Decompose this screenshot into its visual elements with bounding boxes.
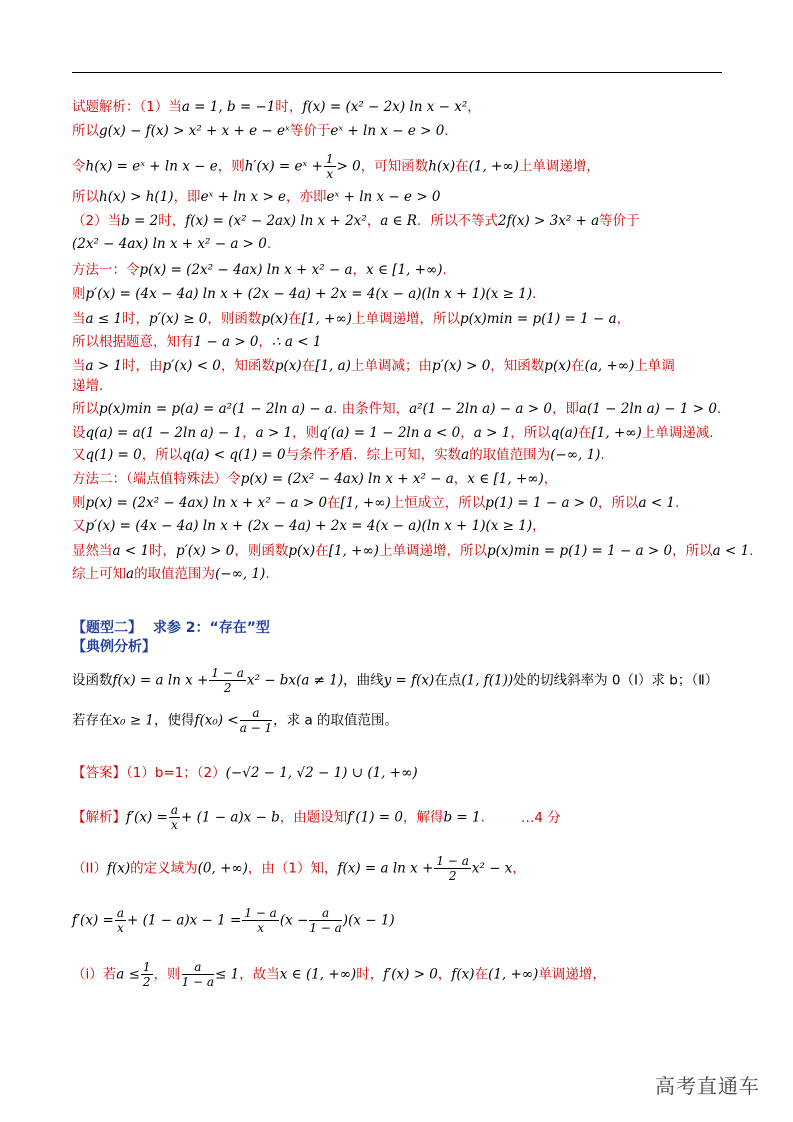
math: a ≤ 1 [85, 311, 123, 327]
math: 2f(x) > 3x² + a [497, 213, 600, 229]
math: p(x) = (2x² − 4ax) ln x + x² − a > 0 [85, 495, 328, 511]
text: 试题解析：（1）当 [72, 99, 182, 115]
text: 时， [275, 99, 303, 115]
analysis-line-3 [72, 906, 395, 935]
text: . [480, 809, 485, 826]
fraction [169, 803, 180, 832]
math: (1, +∞) [488, 966, 539, 983]
denominator: x [326, 167, 334, 181]
text: 上单调 [634, 358, 675, 374]
math: (−∞, 1) [215, 566, 266, 582]
math: b = 2 [121, 213, 159, 229]
section-tag: 【题型二】 [72, 620, 142, 636]
section-title: 求参 2：“存在”型 [152, 620, 270, 636]
math: p′(x) ≥ 0 [149, 311, 208, 327]
math: a ∈ R [380, 213, 417, 229]
solution-line-11 [72, 357, 675, 375]
fraction [115, 906, 126, 935]
fraction [324, 152, 336, 181]
math: + (1 − a)x − 1 = [126, 912, 242, 929]
text: . [266, 236, 272, 252]
math: p′(x) = (4x − 4a) ln x + (2x − 4a) + 2x = 4(x − a)(ln x + 1)(x ≥ 1) [85, 286, 533, 302]
math: a > 1 [255, 425, 293, 441]
text: . [675, 495, 680, 511]
text: 设 [72, 425, 86, 441]
math: [1, +∞) [328, 543, 379, 559]
math: p(x) [274, 358, 302, 374]
math: p′(x) > 0 [431, 358, 491, 374]
text: ，则 [153, 966, 181, 983]
math: x² − bx(a ≠ 1) [246, 672, 344, 689]
text: ， [460, 425, 474, 441]
denominator: 2 [142, 975, 151, 989]
text: 又 [72, 518, 86, 534]
math: q(1) = 0 [85, 447, 142, 463]
text: . [265, 566, 270, 582]
math: f′(x) = [126, 809, 168, 826]
solution-line-13 [72, 400, 721, 418]
problem-line-1 [72, 666, 718, 695]
text: 综上可知 [72, 566, 126, 582]
math: p(x)min = p(1) = 1 − a [459, 311, 617, 327]
text: ，则函数 [234, 543, 289, 559]
math: p(x) [261, 311, 289, 327]
text: 时， [158, 213, 186, 229]
numerator: a [309, 906, 341, 921]
analysis-line-2 [72, 854, 526, 883]
text: 上单调减；由 [350, 358, 432, 374]
text: ， [242, 425, 256, 441]
text: ， [352, 262, 367, 278]
math: a < 1 [638, 495, 676, 511]
text: ， [258, 334, 273, 350]
math: h(x) > h(1) [99, 189, 174, 205]
solution-line-4 [72, 188, 441, 206]
text: ，即 [173, 189, 201, 205]
text: 若存在 [72, 712, 113, 729]
numerator: a [116, 906, 124, 920]
header-rule [72, 72, 722, 73]
math: [1, +∞) [301, 311, 352, 327]
math: p(x)min = p(1) = 1 − a > 0 [486, 543, 673, 559]
solution-line-17 [72, 494, 679, 512]
text: 时， [356, 966, 384, 983]
text: ，曲线 [343, 672, 384, 689]
text: . [600, 447, 605, 463]
solution-line-9 [72, 310, 630, 328]
text: （II） [72, 860, 107, 877]
text: 所以根据题意，知有 [72, 334, 194, 350]
text: ， [467, 99, 481, 115]
solution-line-6 [72, 235, 271, 253]
solution-line-19 [72, 542, 753, 560]
text: ，所以 [597, 495, 639, 511]
fraction [242, 906, 278, 935]
text: ， [366, 213, 381, 229]
text: 时， [149, 543, 177, 559]
text: 的取值范围为 [469, 447, 551, 463]
text: 在点 [434, 672, 462, 689]
math: (1, f(1)) [461, 672, 514, 689]
text: 上单调递增， [518, 158, 600, 175]
solution-line-7 [72, 261, 447, 279]
math: q(a) = a(1 − 2ln a) − 1 [85, 425, 243, 441]
numerator: 1 − a [211, 666, 244, 680]
text: ，由题设知 [279, 809, 348, 826]
solution-line-15 [72, 446, 605, 464]
numerator: a [240, 706, 272, 721]
math: a = 1, b = −1 [181, 99, 276, 115]
math: (0, +∞) [197, 860, 248, 877]
math: p(x) = (2x² − 4ax) ln x + x² − a [240, 471, 454, 487]
text: ，使得 [154, 712, 195, 729]
section-subheading [72, 638, 156, 656]
text: 在 [301, 358, 316, 374]
text: ，即 [551, 401, 579, 417]
math: (x − [279, 912, 309, 929]
text: ，所以 [672, 543, 713, 559]
solution-line-12 [72, 377, 103, 395]
text: 的取值范围为 [134, 566, 216, 582]
text: 当 [72, 311, 86, 327]
text: ，则 [217, 158, 245, 175]
math: p′(x) = (4x − 4a) ln x + (2x − 4a) + 2x = 4(x − a)(ln x + 1)(x ≥ 1) [85, 518, 533, 534]
math: 1 − a > 0 [193, 334, 259, 350]
math: h(x) = eˣ + ln x − e [85, 158, 218, 175]
text: 上单调递减. [641, 425, 714, 441]
math: a [126, 566, 135, 582]
text: 显然当 [72, 543, 113, 559]
text: 当 [72, 358, 86, 374]
numerator: a [170, 803, 178, 817]
text: 时，由 [122, 358, 163, 374]
text: 处的切线斜率为 0（Ⅰ）求 b；（Ⅱ） [513, 672, 719, 689]
math: f′(1) = 0 [347, 809, 403, 826]
text: ，故当 [239, 966, 280, 983]
math: [1, a) [315, 358, 351, 374]
solution-line-1 [72, 98, 481, 116]
score-note: …4 分 [520, 809, 561, 826]
math: b = 1 [443, 809, 481, 826]
fraction [141, 960, 153, 989]
math: a [461, 447, 470, 463]
math: a > 1 [473, 425, 511, 441]
math: f(x) = (x² − 2ax) ln x + 2x² [185, 213, 367, 229]
numerator: 1 [325, 152, 334, 166]
text: ，求 a 的取值范围。 [273, 712, 399, 729]
math: p(x)min = p(a) = a²(1 − 2ln a) − a [99, 401, 333, 417]
text: ，所以 [510, 425, 551, 441]
text: 在 [315, 543, 329, 559]
text: . [749, 543, 754, 559]
solution-line-20 [72, 565, 270, 583]
math: x₀ ≥ 1 [112, 712, 155, 729]
solution-line-14 [72, 424, 714, 442]
analysis-line-4 [72, 960, 606, 989]
fraction [209, 666, 245, 695]
math: p(x) [544, 358, 572, 374]
math: y = f(x) [383, 672, 435, 689]
text: 在 [474, 966, 489, 983]
math: g(x) − f(x) > x² + x + e − eˣ [99, 123, 290, 139]
math: p(1) = 1 − a > 0 [485, 495, 598, 511]
text: 的定义域为 [130, 860, 198, 877]
text: ， [616, 311, 631, 327]
math: x ∈ [1, +∞) [467, 471, 544, 487]
math: )(x − 1) [342, 912, 395, 929]
math: q(a) [550, 425, 579, 441]
analysis-line-1 [72, 803, 561, 832]
text: . 由条件知， [332, 401, 410, 417]
math: q′(a) = 1 − 2ln a < 0 [319, 425, 461, 441]
math: p′(x) < 0 [162, 358, 221, 374]
watermark: 高考直通车 [655, 1074, 760, 1098]
text: 在 [288, 311, 302, 327]
numerator: 1 [142, 960, 151, 974]
text: ，知函数 [220, 358, 275, 374]
denominator: x [117, 921, 124, 935]
text: 上单调递增，所以 [378, 543, 487, 559]
denominator: 1 − a [181, 975, 215, 989]
text: 与条件矛盾．综上可知，实数 [285, 447, 462, 463]
text: ，由（1）知， [247, 860, 338, 877]
math: p′(x) > 0 [176, 543, 235, 559]
math: f(x) [106, 860, 131, 877]
solution-line-16 [72, 470, 557, 488]
math: ∴ a < 1 [272, 334, 322, 350]
answer-tag: 【答案】 [72, 765, 126, 781]
text: 单调递增， [538, 966, 606, 983]
analysis-tag: 【解析】 [72, 809, 126, 826]
math: eˣ + ln x > e [200, 189, 287, 205]
text: ，则 [292, 425, 320, 441]
solution-line-18 [72, 517, 546, 535]
text: （1）b=1；（2） [126, 765, 226, 781]
problem-line-2 [72, 706, 398, 735]
math: ≤ 1 [215, 966, 240, 983]
text: ， [543, 471, 558, 487]
solution-line-8 [72, 285, 536, 303]
text: . [716, 401, 722, 417]
math: f′(x) > 0 [383, 966, 438, 983]
text: 所以 [72, 123, 99, 139]
text: 方法一：令 [72, 262, 140, 278]
math: x ∈ [1, +∞) [366, 262, 443, 278]
text: 在 [327, 495, 341, 511]
math: a ≤ [116, 966, 140, 983]
math: > 0 [336, 158, 361, 175]
math: (−∞, 1) [550, 447, 601, 463]
math: f(x) = a ln x + [112, 672, 209, 689]
text: ，解得 [402, 809, 444, 826]
text: . [442, 262, 447, 278]
math: [1, +∞) [591, 425, 642, 441]
answer-line [72, 764, 418, 782]
text: 递增. [72, 378, 104, 394]
math: eˣ + ln x − e > 0 [326, 189, 441, 205]
text: 方法二：（端点值特殊法）令 [72, 471, 241, 487]
denominator: a − 1 [239, 721, 273, 735]
text: 设函数 [72, 672, 113, 689]
denominator: x [171, 818, 178, 832]
text: ，亦即 [286, 189, 327, 205]
text: . [532, 286, 537, 302]
text: ，可知函数 [360, 158, 429, 175]
numerator: 1 − a [436, 854, 469, 868]
denominator: 1 − a [309, 921, 342, 935]
fraction [240, 706, 272, 735]
text: ．所以不等式 [416, 213, 498, 229]
math: a < 1 [112, 543, 150, 559]
math: (1, +∞) [468, 158, 519, 175]
math: q(a) < q(1) = 0 [182, 447, 286, 463]
section-heading [72, 619, 270, 637]
math: a²(1 − 2ln a) − a > 0 [409, 401, 552, 417]
numerator: 1 − a [244, 906, 277, 920]
math: a > 1 [85, 358, 123, 374]
math: f′(x) = [72, 912, 114, 929]
math: h(x) [428, 158, 456, 175]
text: 令 [72, 158, 86, 175]
math: f(x) = (x² − 2x) ln x − x² [302, 99, 468, 115]
solution-line-3 [72, 152, 600, 181]
text: 在 [455, 158, 469, 175]
math: eˣ + ln x − e > 0 [330, 123, 445, 139]
text: 等价于 [289, 123, 331, 139]
text: ， [453, 471, 468, 487]
text: （ⅰ）若 [72, 966, 117, 983]
denominator: 2 [448, 869, 457, 883]
fraction [309, 906, 341, 935]
text: ， [437, 966, 452, 983]
text: 在 [578, 425, 592, 441]
text: 在 [571, 358, 585, 374]
text: ， [512, 860, 526, 877]
math: (a, +∞) [584, 358, 635, 374]
fraction [182, 960, 214, 989]
math: p(x) = (2x² − 4ax) ln x + x² − a [139, 262, 353, 278]
solution-line-10 [72, 333, 321, 351]
numerator: a [182, 960, 214, 975]
math: (2x² − 4ax) ln x + x² − a > 0 [72, 236, 267, 252]
math: f(x₀) < [194, 712, 239, 729]
denominator: x [257, 921, 264, 935]
denominator: 2 [223, 681, 232, 695]
solution-line-2 [72, 122, 449, 140]
solution-line-5 [72, 212, 640, 230]
text: 时， [122, 311, 150, 327]
fraction [434, 854, 470, 883]
math: [1, +∞) [340, 495, 391, 511]
math: a < 1 [712, 543, 750, 559]
math: a(1 − 2ln a) − 1 > 0 [578, 401, 717, 417]
text: ，知函数 [490, 358, 545, 374]
text: 又 [72, 447, 86, 463]
text: ，则函数 [207, 311, 262, 327]
text: 等价于 [599, 213, 640, 229]
math: (−√2 − 1, √2 − 1) ∪ (1, +∞) [225, 765, 418, 781]
math: f(x) [451, 966, 475, 983]
text: 则 [72, 495, 86, 511]
math: h′(x) = eˣ + [244, 158, 323, 175]
text: 上恒成立，所以 [390, 495, 486, 511]
math: f(x) = a ln x + [337, 860, 434, 877]
text: 上单调递增，所以 [351, 311, 460, 327]
text: ，所以 [141, 447, 183, 463]
text: 则 [72, 286, 86, 302]
text: ， [532, 518, 546, 534]
section-sub: 【典例分析】 [72, 639, 156, 655]
math: p(x) [288, 543, 316, 559]
text: 所以 [72, 189, 99, 205]
text: 所以 [72, 401, 99, 417]
math: x ∈ (1, +∞) [279, 966, 357, 983]
math: x² − x [471, 860, 513, 877]
math: + (1 − a)x − b [180, 809, 280, 826]
text: . [444, 123, 449, 139]
text: （2）当 [72, 213, 122, 229]
